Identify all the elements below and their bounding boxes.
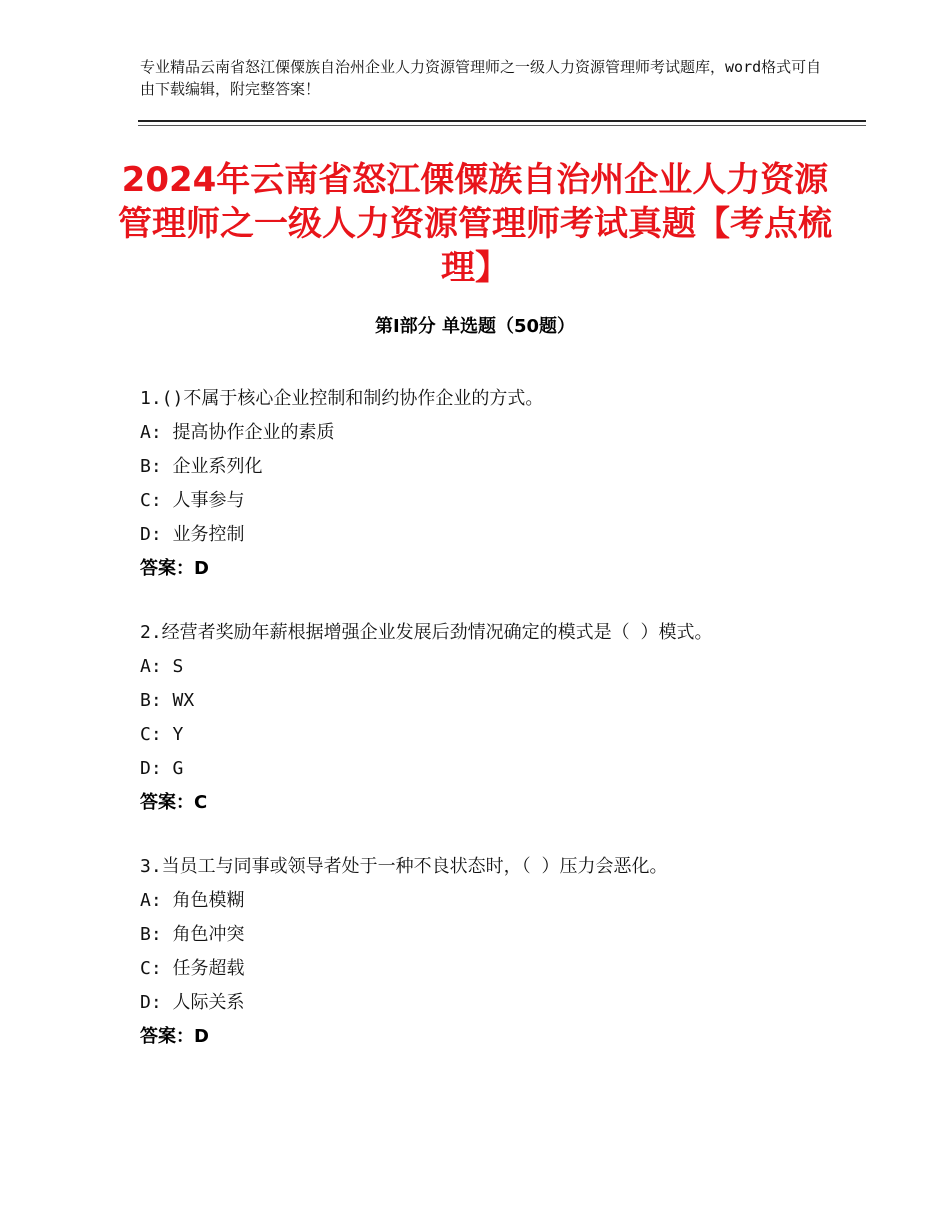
option-b: B: 角色冲突	[140, 924, 245, 945]
option-a: A: 角色模糊	[140, 890, 245, 911]
option-c: C: 人事参与	[140, 490, 245, 511]
question-stem: 3.当员工与同事或领导者处于一种不良状态时，（ ）压力会恶化。	[140, 856, 668, 877]
option-c: C: Y	[140, 724, 184, 745]
header-note: 专业精品云南省怒江傈僳族自治州企业人力资源管理师之一级人力资源管理师考试题库，word格式可自由下载编辑，附完整答案！	[140, 58, 822, 98]
question-stem: 2.经营者奖励年薪根据增强企业发展后劲情况确定的模式是（ ）模式。	[140, 622, 713, 643]
option-c: C: 任务超载	[140, 958, 245, 979]
document-title: 2024年云南省怒江傈僳族自治州企业人力资源管理师之一级人力资源管理师考试真题【考点梳理】	[118, 160, 832, 288]
option-d: D: G	[140, 758, 184, 779]
answer: 答案：D	[140, 558, 209, 579]
option-b: B: 企业系列化	[140, 456, 263, 477]
question-3	[140, 850, 820, 1054]
question-stem: 1.()不属于核心企业控制和制约协作企业的方式。	[140, 388, 544, 409]
answer: 答案：D	[140, 1026, 209, 1047]
option-a: A: S	[140, 656, 184, 677]
option-d: D: 业务控制	[140, 524, 245, 545]
header-divider-thin	[138, 125, 866, 126]
header-divider	[138, 120, 866, 122]
question-list	[140, 382, 820, 1084]
question-2	[140, 616, 820, 820]
question-1	[140, 382, 820, 586]
section-title: 第Ⅰ部分 单选题（50题）	[374, 316, 575, 337]
option-d: D: 人际关系	[140, 992, 245, 1013]
option-b: B: WX	[140, 690, 195, 711]
answer: 答案：C	[140, 792, 208, 813]
option-a: A: 提高协作企业的素质	[140, 422, 335, 443]
